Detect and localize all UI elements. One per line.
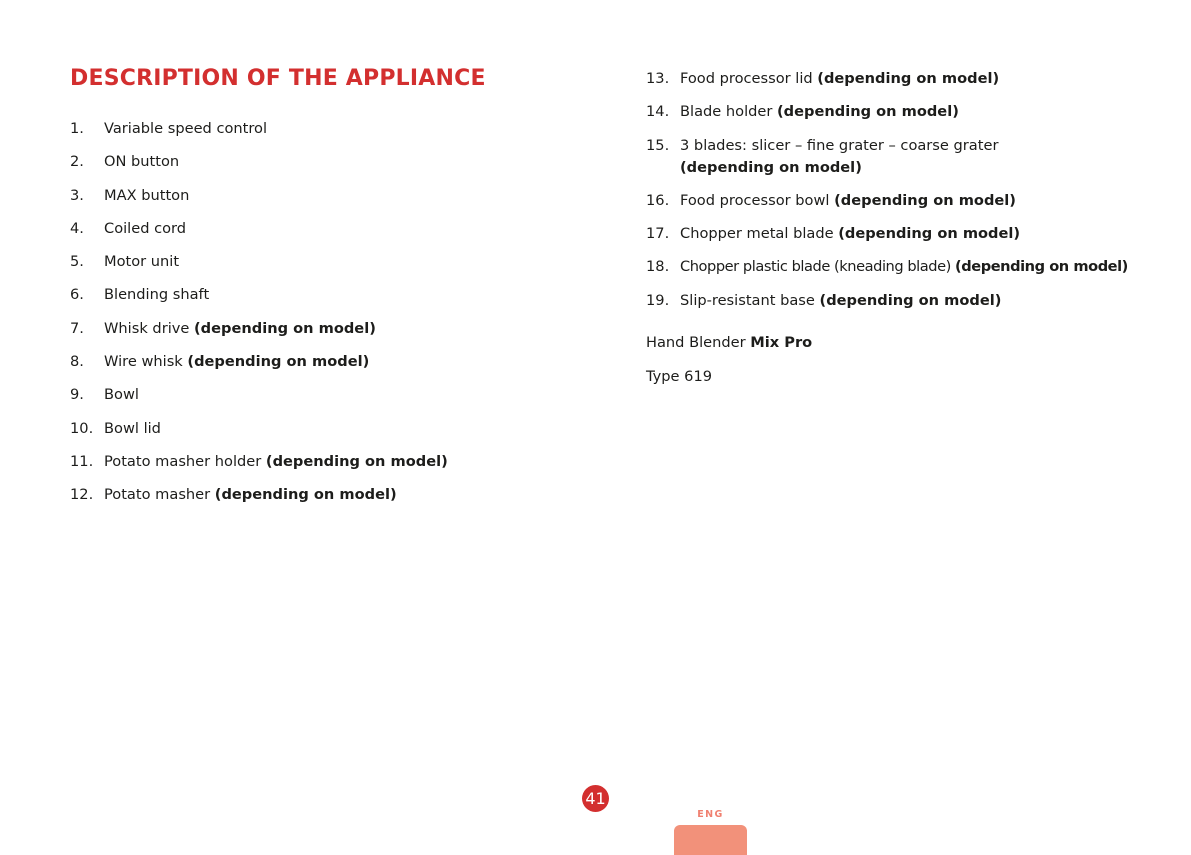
page-number-badge: 41	[582, 785, 609, 812]
item-text: MAX button	[104, 186, 190, 204]
item-number: 9.	[70, 386, 84, 404]
item-text: ON button	[104, 153, 180, 171]
item-text: Whisk drive	[104, 319, 190, 337]
item-text: Food processor lid	[680, 70, 813, 87]
model-note: (depending on model)	[955, 258, 1128, 276]
item-text: Food processor bowl	[680, 191, 830, 209]
item-text: Potato masher	[104, 486, 211, 504]
list-item	[70, 484, 570, 506]
list-item	[70, 185, 570, 207]
list-item	[70, 418, 570, 440]
list-item	[646, 256, 1146, 278]
item-number: 13.	[646, 70, 670, 87]
product-label: Hand Blender	[646, 334, 746, 351]
list-item	[646, 101, 1146, 123]
list-item	[70, 118, 570, 140]
item-text: Chopper plastic blade (kneading blade)	[680, 258, 951, 276]
item-number: 18.	[646, 258, 670, 276]
item-text: Blending shaft	[104, 286, 210, 304]
item-number: 2.	[70, 153, 84, 171]
list-item	[70, 451, 570, 473]
list-item	[646, 68, 1146, 90]
model-note: (depending on model)	[777, 103, 959, 121]
item-text: Variable speed control	[104, 120, 268, 137]
item-number: 8.	[70, 353, 84, 371]
list-item	[70, 218, 570, 240]
item-number: 3.	[70, 186, 84, 204]
model-note: (depending on model)	[838, 225, 1021, 243]
item-text: Bowl lid	[104, 419, 161, 437]
list-item	[70, 251, 570, 273]
list-item	[646, 290, 1146, 312]
item-number: 15.	[646, 136, 670, 154]
item-text: 3 blades: slicer – fine grater – coarse grater	[680, 136, 999, 154]
model-note: (depending on model)	[194, 319, 376, 337]
item-number: 4.	[70, 219, 84, 237]
model-note: (depending on model)	[680, 158, 862, 176]
model-note: (depending on model)	[187, 353, 370, 371]
item-text: Blade holder	[680, 103, 773, 121]
item-number: 19.	[646, 291, 670, 309]
model-note: (depending on model)	[817, 70, 1000, 87]
model-note: (depending on model)	[265, 452, 448, 470]
item-text: Slip-resistant base	[680, 291, 815, 309]
list-item	[70, 351, 570, 373]
item-number: 5.	[70, 253, 84, 271]
item-text: Coiled cord	[104, 219, 187, 237]
list-item	[70, 318, 570, 340]
parts-list-left	[70, 118, 570, 518]
product-type: Type 619	[646, 368, 713, 385]
item-number: 1.	[70, 120, 84, 137]
item-number: 12.	[70, 486, 94, 504]
item-number: 7.	[70, 319, 84, 337]
model-note: (depending on model)	[834, 191, 1016, 209]
item-number: 17.	[646, 225, 670, 243]
product-name: Mix Pro	[750, 334, 813, 351]
item-text: Potato masher holder	[104, 452, 262, 470]
list-item	[646, 190, 1146, 212]
item-text: Motor unit	[104, 253, 180, 271]
item-text: Wire whisk	[104, 353, 183, 371]
parts-list-right	[646, 68, 1146, 323]
item-number: 11.	[70, 452, 94, 470]
model-note: (depending on model)	[819, 291, 1002, 309]
item-number: 10.	[70, 419, 94, 437]
page-title: DESCRIPTION OF THE APPLIANCE	[70, 66, 486, 91]
model-note: (depending on model)	[214, 486, 397, 504]
list-item	[646, 223, 1146, 245]
item-number: 16.	[646, 191, 670, 209]
language-tab[interactable]	[674, 825, 747, 855]
item-text: Bowl	[104, 386, 139, 404]
item-text: Chopper metal blade	[680, 225, 834, 243]
product-name-line	[646, 332, 812, 354]
list-item	[70, 384, 570, 406]
list-item	[646, 135, 1146, 179]
item-number: 14.	[646, 103, 670, 121]
list-item	[70, 284, 570, 306]
language-label: ENG	[697, 809, 724, 820]
list-item	[70, 151, 570, 173]
item-number: 6.	[70, 286, 84, 304]
